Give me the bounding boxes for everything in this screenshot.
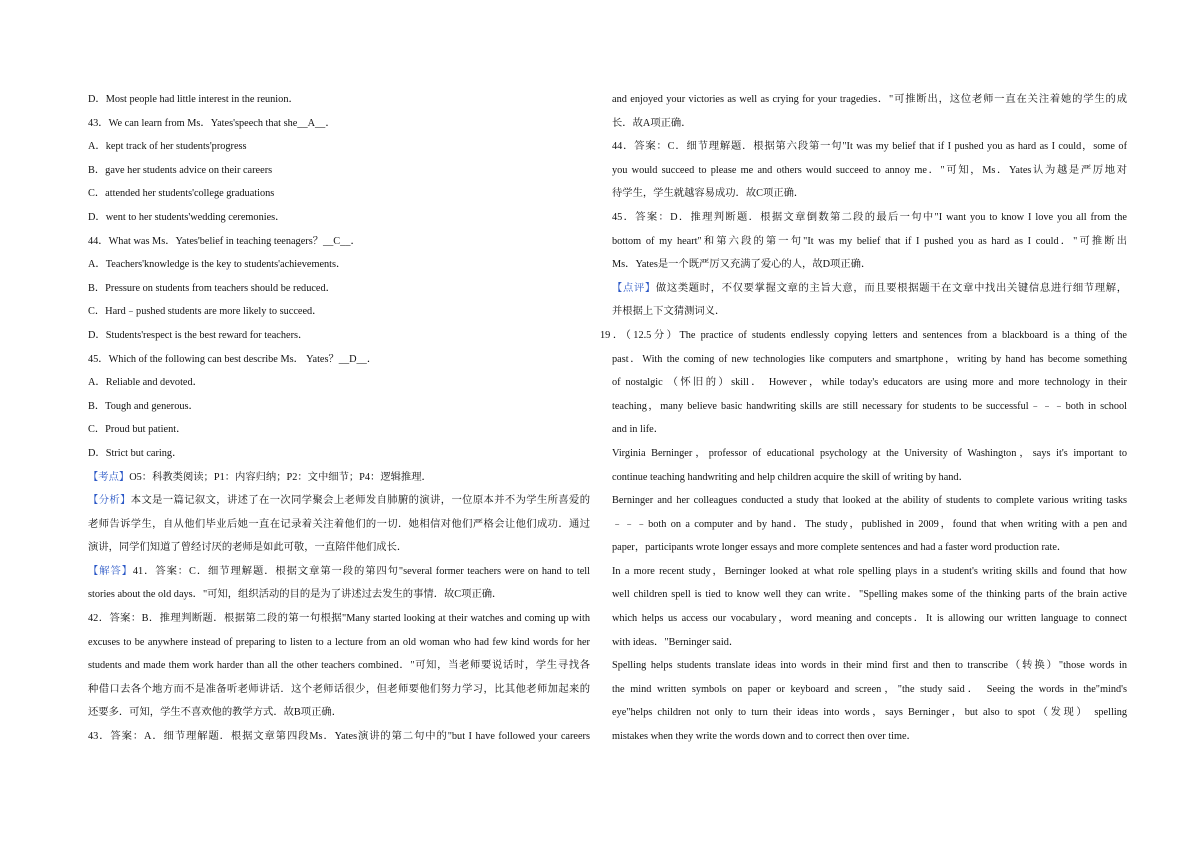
answer-line: 种借口去各个地方而不是准备听老师讲话．这个老师话很少，但老师要他们努力学习，比其他老师加起来的 bbox=[88, 683, 590, 695]
answer-line: students and made them work harder than all the other teachers combined．"可知，当老师要说话时，学生寻找各 bbox=[88, 660, 590, 672]
passage-line: teaching，many believe basic handwriting skills are still necessary for students to be successful﹣﹣﹣both in school bbox=[612, 400, 1127, 412]
passage-line: past．With the coming of new technologies like computers and smartphone，writing by hand has become something bbox=[612, 353, 1127, 365]
passage-line: Virginia Berninger，professor of educational psychology at the University of Washington，says it's important to bbox=[612, 447, 1127, 459]
left-column bbox=[88, 88, 590, 749]
passage-line: ﹣﹣﹣both on a computer and by hand．The study，published in 2009，found that when writing with a pen and bbox=[612, 518, 1127, 530]
answer-line: bottom of my heart"和第六段的第一句"It was my belief that if I pushed you as hard as I could．"可推断出 bbox=[612, 235, 1127, 247]
passage-line: with ideas．"Berninger said． bbox=[612, 636, 740, 648]
answer-line: 【解答】41．答案：C．细节理解题．根据文章第一段的第四句"several former teachers were on hand to tell bbox=[88, 565, 590, 577]
analysis-line: 演讲，同学们知道了曾经讨厌的老师是如此可敬，一直陪伴他们成长． bbox=[88, 542, 408, 554]
option-line: D．Students'respect is the best reward for teachers． bbox=[88, 329, 309, 341]
question-45: 45．Which of the following can best describe Ms． Yates？__D__． bbox=[88, 353, 378, 365]
passage-line: the mind written symbols on paper or keyboard and screen，"the study said． Seeing the words in the"mind's bbox=[612, 683, 1127, 695]
kaodian-line: 【考点】O5：科教类阅读；P1：内容归纳；P2：文中细节；P4：逻辑推理． bbox=[88, 471, 432, 483]
option-line: C．attended her students'college graduations bbox=[88, 188, 275, 200]
passage-line: well children spell is tied to know well they can write．"Spelling makes some of the thinking parts of the brain active bbox=[612, 589, 1127, 601]
passage-line: and in life． bbox=[612, 424, 665, 436]
answer-line: 42．答案：B．推理判断题．根据第二段的第一句根据"Many started looking at their watches and coming up with bbox=[88, 613, 590, 625]
question-44: 44．What was Ms．Yates'belief in teaching teenagers？__C__． bbox=[88, 235, 361, 247]
passage-line: 19．（12.5分）The practice of students endlessly copying letters and sentences from a blackboard is a thing of the bbox=[600, 329, 1127, 341]
right-column bbox=[600, 88, 1127, 749]
answer-line: you would succeed to please me and others would succeed to annoy me．"可知，Ms．Yates认为越是严厉地对 bbox=[612, 164, 1127, 176]
analysis-line: 【分析】本文是一篇记叙文，讲述了在一次同学聚会上老师发自肺腑的演讲，一位原本并不为学生所喜爱的 bbox=[88, 495, 590, 507]
answer-line: Ms．Yates是一个既严厉又充满了爱心的人，故D项正确． bbox=[612, 259, 872, 271]
answer-line: 45．答案：D．推理判断题．根据文章倒数第二段的最后一句中"I want you to know I love you all from the bbox=[612, 211, 1127, 223]
comment-line: 并根据上下文猜测词义． bbox=[612, 306, 726, 318]
passage-line: paper，participants wrote longer essays and more complete sentences and had a faster word production rate． bbox=[612, 542, 1068, 554]
option-line: A．kept track of her students'progress bbox=[88, 141, 247, 153]
section-tag: 【考点】 bbox=[88, 471, 130, 483]
answer-line: stories about the old days．"可知，组织活动的目的是为了讲述过去发生的事情．故C项正确． bbox=[88, 589, 503, 601]
passage-line: continue teaching handwriting and help children acquire the skill of writing by hand． bbox=[612, 471, 969, 483]
option-line: A．Teachers'knowledge is the key to students'achievements． bbox=[88, 259, 347, 271]
answer-line: 长．故A项正确． bbox=[612, 117, 692, 129]
option-line: D．went to her students'wedding ceremonies． bbox=[88, 211, 286, 223]
comment-line: 【点评】做这类题时，不仅要掌握文章的主旨大意，而且要根据题干在文章中找出关键信息进行细节理解， bbox=[612, 282, 1127, 294]
passage-line: Berninger and her colleagues conducted a study that looked at the ability of students to complete various writing tasks bbox=[612, 495, 1127, 507]
passage-line: eye"helps children not only to turn their ideas into words，says Berninger，but also to spot（发现） spelling bbox=[612, 707, 1127, 719]
passage-line: Spelling helps students translate ideas into words in their mind first and then to transcribe（转换）"those words in bbox=[612, 660, 1127, 672]
passage-line: In a more recent study，Berninger looked at what role spelling plays in a student's writing skills and found that how bbox=[612, 565, 1127, 577]
option-line: D．Strict but caring． bbox=[88, 447, 183, 459]
analysis-line: 老师告诉学生，自从他们毕业后她一直在记录着关注着他们的一切．她相信对他们严格会让他们成功．通过 bbox=[88, 518, 590, 530]
section-tag: 【解答】 bbox=[88, 565, 133, 577]
text-line: D．Most people had little interest in the reunion． bbox=[88, 94, 299, 105]
section-tag: 【分析】 bbox=[88, 495, 131, 507]
question-43: 43．We can learn from Ms．Yates'speech that she__A__． bbox=[88, 117, 336, 129]
section-tag: 【点评】 bbox=[612, 282, 656, 294]
option-line: B．Tough and generous． bbox=[88, 400, 199, 412]
option-line: C．Proud but patient． bbox=[88, 424, 187, 436]
answer-line: 待学生，学生就越容易成功．故C项正确． bbox=[612, 188, 805, 200]
answer-line: excuses to be anywhere instead of preparing to listen to a lecture from an old woman who had few kind words for her bbox=[88, 636, 590, 648]
option-line: A．Reliable and devoted． bbox=[88, 377, 203, 389]
answer-line: and enjoyed your victories as well as crying for your tragedies．"可推断出，这位老师一直在关注着她的学生的成 bbox=[612, 94, 1127, 105]
answer-line: 44．答案：C．细节理解题．根据第六段第一句"It was my belief that if I pushed you as hard as I could，some of bbox=[612, 141, 1127, 153]
passage-line: mistakes when they write the words down and to correct then over time． bbox=[612, 731, 917, 743]
answer-line: 43．答案：A．细节理解题．根据文章第四段Ms．Yates演讲的第二句中的"but I have followed your careers bbox=[88, 731, 590, 743]
passage-line: of nostalgic （怀旧的）skill． However，while today's educators are using more and more technology in their bbox=[612, 377, 1127, 389]
option-line: B．gave her students advice on their careers bbox=[88, 164, 273, 176]
option-line: C．Hard﹣pushed students are more likely to succeed． bbox=[88, 306, 323, 318]
answer-line: 还要多．可知，学生不喜欢他的教学方式．故B项正确． bbox=[88, 707, 342, 719]
passage-line: which helps us access our vocabulary，word meaning and concepts．It is allowing our written language to connect bbox=[612, 613, 1127, 625]
option-line: B．Pressure on students from teachers should be reduced． bbox=[88, 282, 336, 294]
